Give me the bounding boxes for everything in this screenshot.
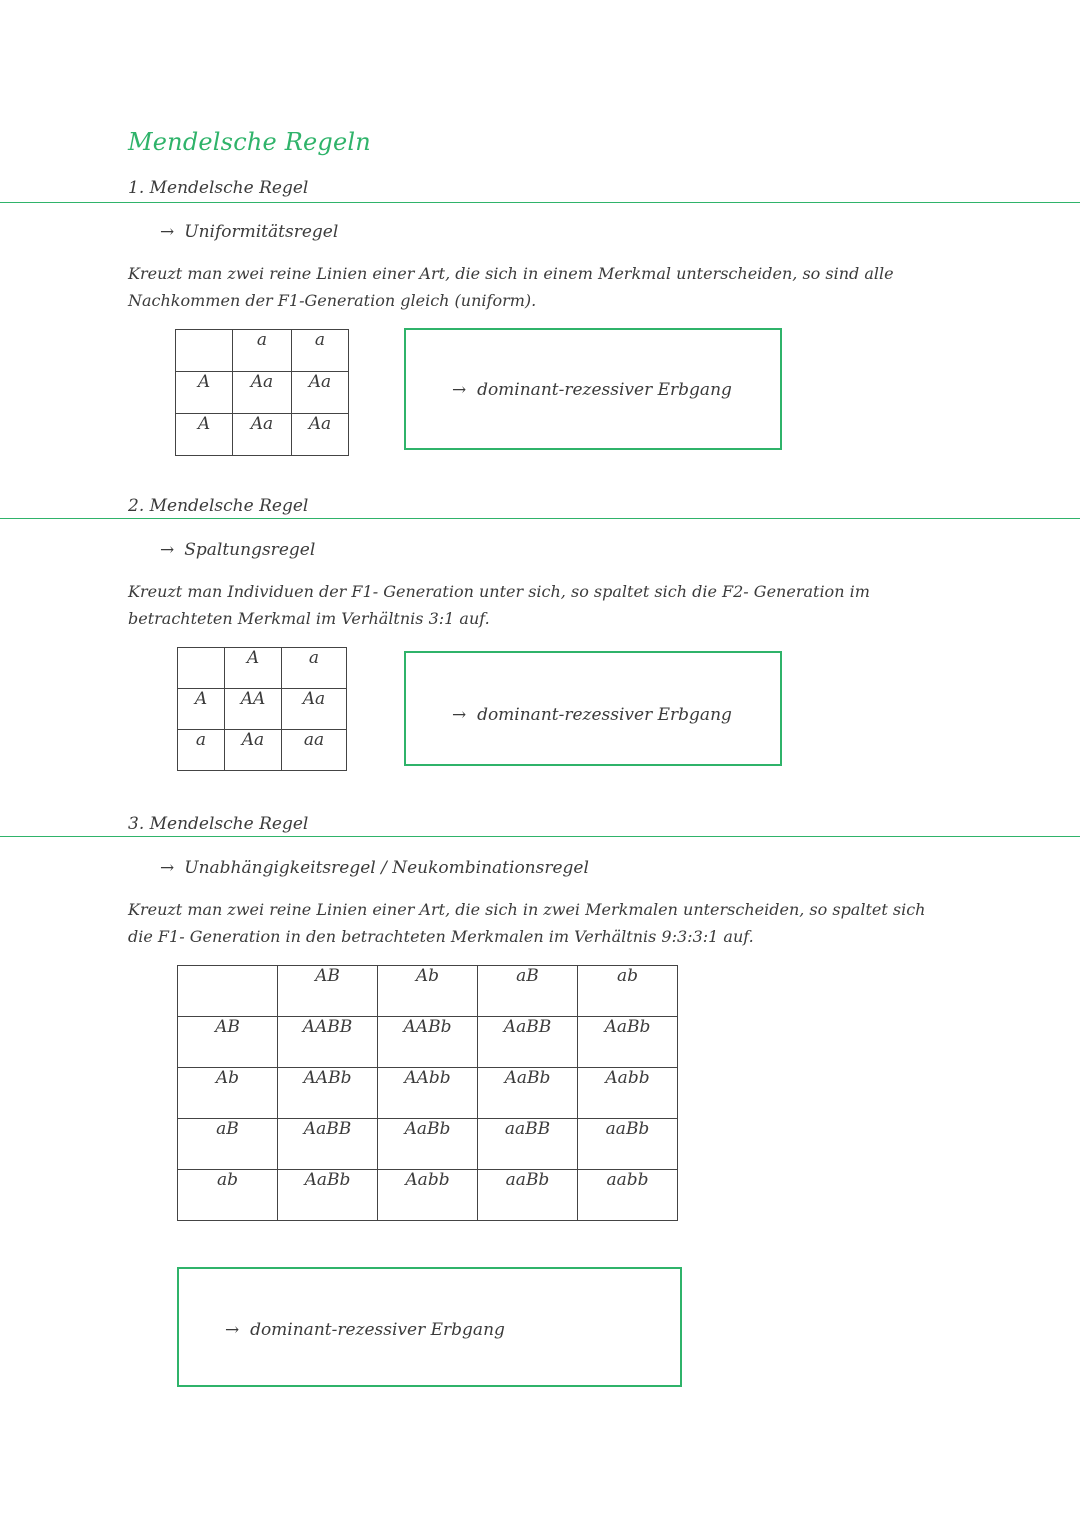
table-cell: Aa (225, 730, 282, 771)
rule-3-text-line-1: Kreuzt man zwei reine Linien einer Art, die sich in zwei Merkmalen unterscheiden, so spaltet sich (128, 900, 926, 919)
table-row (178, 1068, 678, 1119)
table-cell: aaBB (478, 1119, 578, 1170)
rule-1-text (128, 260, 978, 314)
table-header-row (176, 330, 349, 372)
table-row (178, 1017, 678, 1068)
table-cell: aabb (578, 1170, 678, 1221)
rule-3-text-line-2: die F1- Generation in den betrachteten Merkmalen im Verhältnis 9:3:3:1 auf. (128, 927, 754, 946)
rule-3-note (225, 1320, 505, 1340)
table-header-cell: A (225, 648, 282, 689)
rule-3-heading: 3. Mendelsche Regel (128, 814, 309, 834)
table-row-header-cell: Ab (178, 1068, 278, 1119)
table-cell: Aa (292, 414, 349, 456)
table-cell: AaBB (478, 1017, 578, 1068)
rule-3-subtitle-row (160, 858, 589, 878)
table-row (176, 372, 349, 414)
table-row (178, 730, 347, 771)
table-header-cell: a (233, 330, 292, 372)
table-header-cell: a (292, 330, 349, 372)
table-cell: AaBb (278, 1170, 378, 1221)
rule-1-divider (0, 202, 1080, 203)
rule-2-note (452, 705, 732, 725)
table-cell: AABb (278, 1068, 378, 1119)
table-cell: aaBb (578, 1119, 678, 1170)
rule-2-divider (0, 518, 1080, 519)
table-cell: AaBb (478, 1068, 578, 1119)
table-cell: AABB (278, 1017, 378, 1068)
table-cell: AABb (378, 1017, 478, 1068)
rule-2-heading: 2. Mendelsche Regel (128, 496, 309, 516)
table-cell: aaBb (478, 1170, 578, 1221)
table-row-header-cell: A (178, 689, 225, 730)
table-cell: Aa (292, 372, 349, 414)
table-cell: AaBb (578, 1017, 678, 1068)
table-row-header-cell: aB (178, 1119, 278, 1170)
page-title: Mendelsche Regeln (128, 128, 371, 156)
table-corner-cell (178, 966, 278, 1017)
rule-1-text-line-2: Nachkommen der F1-Generation gleich (uniform). (128, 291, 537, 310)
arrow-right-icon: → (160, 222, 175, 242)
rule-2-subtitle-row (160, 540, 315, 560)
rule-1-note-text: dominant-rezessiver Erbgang (477, 380, 732, 400)
rule-2-text-line-1: Kreuzt man Individuen der F1- Generation unter sich, so spaltet sich die F2- Generation im (128, 582, 870, 601)
rule-3-punnett-table (177, 965, 678, 1221)
table-row (178, 689, 347, 730)
arrow-right-icon: → (225, 1320, 240, 1340)
rule-3-note-box (177, 1267, 682, 1387)
rule-2-subtitle: Spaltungsregel (184, 540, 316, 560)
table-cell: Aa (282, 689, 347, 730)
table-header-cell: aB (478, 966, 578, 1017)
rule-1-subtitle: Uniformitätsregel (184, 222, 339, 242)
table-cell: aa (282, 730, 347, 771)
table-cell: Aa (233, 372, 292, 414)
table-header-cell: AB (278, 966, 378, 1017)
table-cell: Aabb (378, 1170, 478, 1221)
rule-2-text-line-2: betrachteten Merkmal im Verhältnis 3:1 auf. (128, 609, 490, 628)
rule-1-note (452, 380, 732, 400)
rule-2-note-box (404, 651, 782, 766)
table-header-row (178, 966, 678, 1017)
table-header-cell: Ab (378, 966, 478, 1017)
rule-3-note-text: dominant-rezessiver Erbgang (250, 1320, 505, 1340)
rule-1-text-line-1: Kreuzt man zwei reine Linien einer Art, die sich in einem Merkmal unterscheiden, so sind alle (128, 264, 894, 283)
rule-1-heading: 1. Mendelsche Regel (128, 178, 309, 198)
table-header-row (178, 648, 347, 689)
table-row (178, 1170, 678, 1221)
arrow-right-icon: → (452, 380, 467, 400)
table-row-header-cell: A (176, 414, 233, 456)
table-row-header-cell: AB (178, 1017, 278, 1068)
table-row-header-cell: ab (178, 1170, 278, 1221)
table-cell: AaBb (378, 1119, 478, 1170)
table-row (178, 1119, 678, 1170)
table-row-header-cell: A (176, 372, 233, 414)
table-corner-cell (176, 330, 233, 372)
rule-2-note-text: dominant-rezessiver Erbgang (477, 705, 732, 725)
table-cell: AaBB (278, 1119, 378, 1170)
table-row-header-cell: a (178, 730, 225, 771)
rule-1-subtitle-row (160, 222, 338, 242)
rule-2-text (128, 578, 978, 632)
table-cell: Aa (233, 414, 292, 456)
arrow-right-icon: → (160, 858, 175, 878)
rule-3-divider (0, 836, 1080, 837)
arrow-right-icon: → (452, 705, 467, 725)
table-corner-cell (178, 648, 225, 689)
rule-1-note-box (404, 328, 782, 450)
table-cell: AA (225, 689, 282, 730)
table-cell: Aabb (578, 1068, 678, 1119)
table-header-cell: a (282, 648, 347, 689)
rule-3-text (128, 896, 1028, 950)
arrow-right-icon: → (160, 540, 175, 560)
rule-3-subtitle: Unabhängigkeitsregel / Neukombinationsregel (184, 858, 589, 878)
rule-2-punnett-table (177, 647, 347, 771)
table-cell: AAbb (378, 1068, 478, 1119)
table-row (176, 414, 349, 456)
table-header-cell: ab (578, 966, 678, 1017)
rule-1-punnett-table (175, 329, 349, 456)
